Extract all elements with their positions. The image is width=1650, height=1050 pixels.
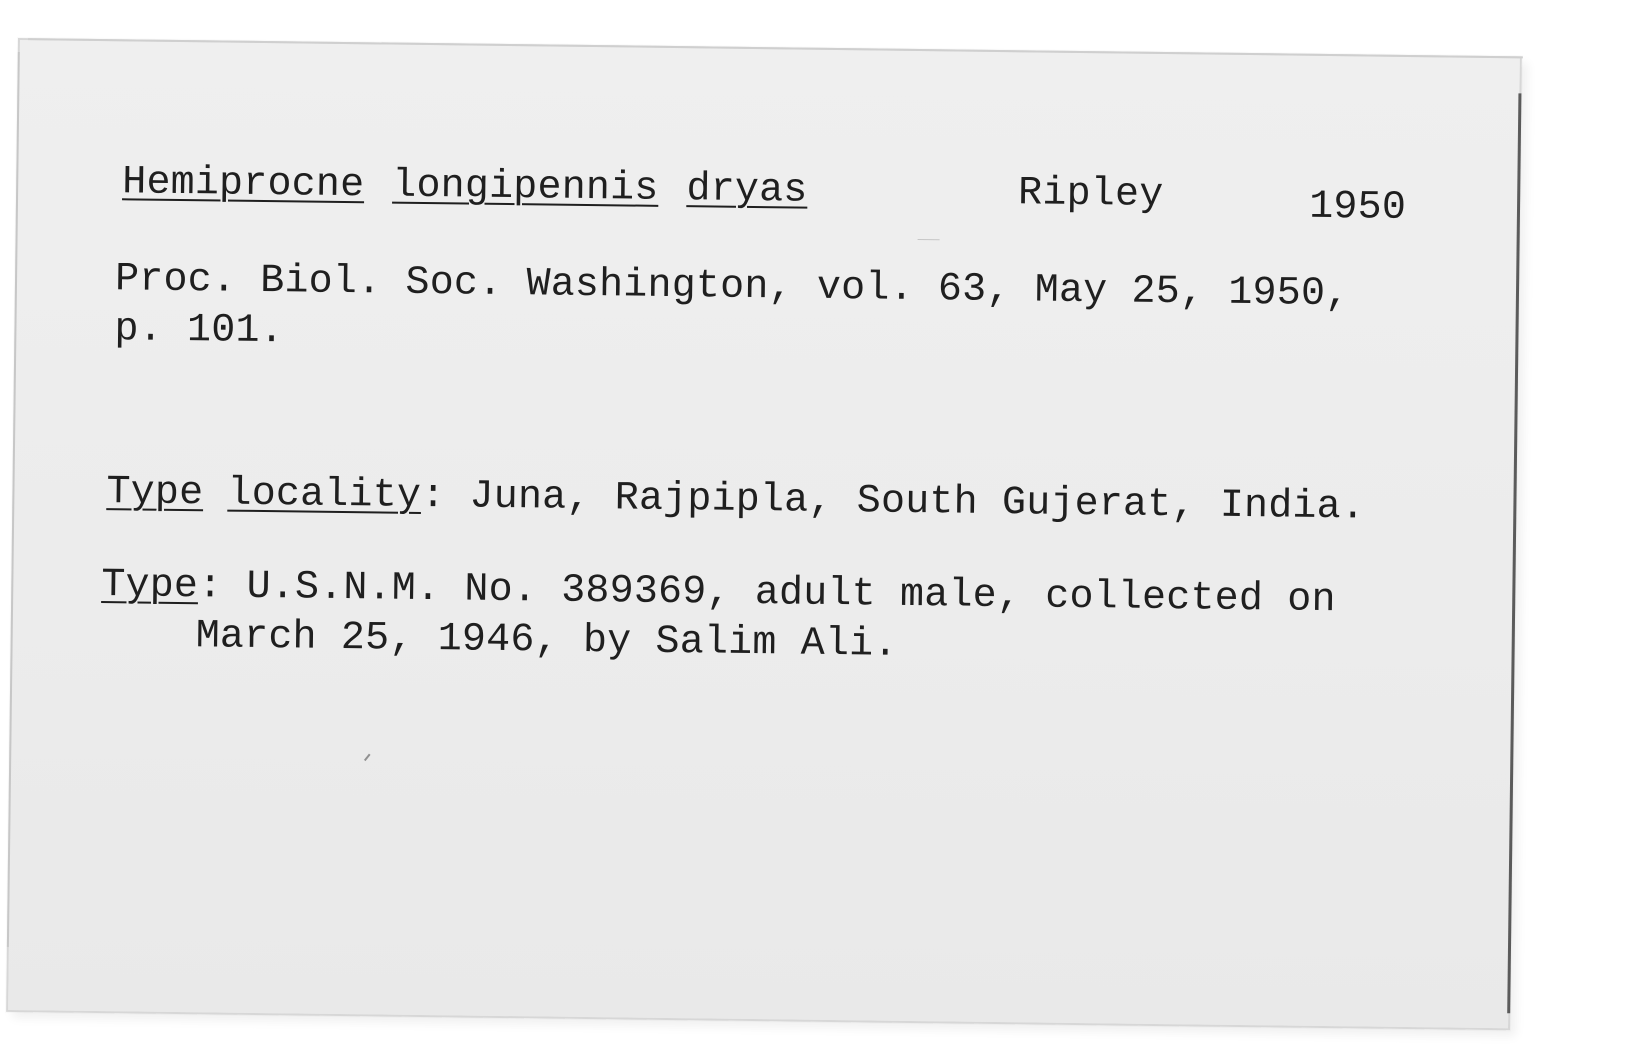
citation-block [114,255,1435,371]
type-label: Type [106,470,204,517]
type-block [100,561,1431,677]
species-epithet: longipennis [391,163,659,212]
author-name: Ripley [1017,171,1164,219]
type-line-1: U.S.N.M. No. 389369, adult male, collected on [246,564,1336,624]
type-colon: : [197,564,223,610]
citation-line-2: p. 101. [114,307,285,355]
type-locality-colon: : [420,473,446,520]
species-name [122,159,808,215]
type-locality-row [106,469,1426,533]
title-row [121,159,1432,231]
type-section-label: Type [101,563,199,610]
citation-line-1: Proc. Biol. Soc. Washington, vol. 63, May 25, 1950, [114,257,1350,318]
genus-name: Hemiprocne [121,160,365,209]
card-top-edge [28,38,1523,58]
card-left-edge [7,52,20,947]
locality-label: locality [227,471,422,519]
publication-year: 1950 [1308,184,1407,231]
type-locality-text: Juna, Rajpipla, South Gujerat, India. [469,474,1366,531]
index-card [6,38,1522,1030]
subspecies-epithet: dryas [686,167,808,214]
pencil-mark [364,754,371,761]
card-right-edge-shadow [1507,93,1521,1013]
faint-mark [918,239,940,240]
type-line-2: March 25, 1946, by Salim Ali. [195,614,898,668]
